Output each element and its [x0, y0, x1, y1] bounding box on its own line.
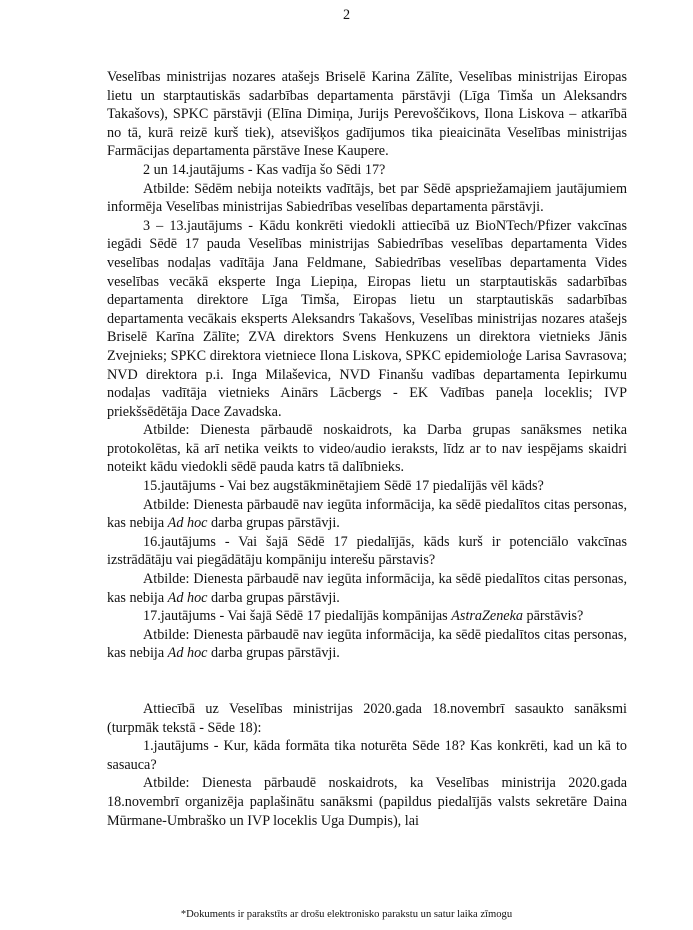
- italic-text: Ad hoc: [167, 515, 208, 532]
- paragraph: [107, 161, 627, 180]
- paragraph: [107, 68, 627, 161]
- paragraph: [107, 737, 627, 774]
- paragraph: [107, 626, 627, 663]
- paragraph-text: Atbilde: Dienesta pārbaudē noskaidrots, ka Darba grupas sanāksmes netika protokolētas, kā arī netika veikts to video/audio ieraksts, līdz ar to nav iespējams skaidri noteikt kādu viedokli sēdē pauda katrs tā dalībnieks.: [107, 422, 627, 476]
- italic-text: AstraZeneka: [451, 608, 523, 625]
- paragraph-text: Atbilde: Dienesta pārbaudē nav iegūta informācija, ka sēdē piedalītos citas personas, kas nebija: [107, 496, 627, 532]
- paragraph: [107, 774, 627, 830]
- paragraph-text: 16.jautājums - Vai šajā Sēdē 17 piedalījās, kāds kurš ir potenciālo vakcīnas izstrādātāju vai piegādātāju kompāniju interešu pārstavis?: [107, 533, 627, 569]
- paragraph: [107, 533, 627, 570]
- paragraph: [107, 700, 627, 737]
- paragraph-text: Veselības ministrijas nozares atašejs Briselē Karina Zālīte, Veselības ministrijas Eiropas lietu un starptautiskās sadarbības departamenta pārstāvji (Līga Timša un Aleksandrs Takašovs), SPKC pārstāvji (Elīna Dimiņa, Jurijs Perevoščikovs, Ilona Liskova – atkarībā no tā, kurā reizē kurš tiek), atsevišķos gadījumos tika pieaicināta Veselības ministrijas Farmācijas departamenta pārstāve Inese Kaupere.: [107, 69, 627, 160]
- paragraph: [107, 496, 627, 533]
- paragraph: [107, 180, 627, 217]
- italic-text: Ad hoc: [167, 589, 208, 606]
- page-number: 2: [342, 7, 351, 23]
- paragraph-text: Attiecībā uz Veselības ministrijas 2020.gada 18.novembrī sasaukto sanāksmi (turpmāk tekstā - Sēde 18):: [107, 701, 627, 736]
- paragraph-text: Atbilde: Dienesta pārbaudē nav iegūta informācija, ka sēdē piedalītos citas personas, kas nebija: [107, 571, 627, 606]
- paragraph-text: darba grupas pārstāvji.: [207, 515, 340, 532]
- paragraph-text: darba grupas pārstāvji.: [207, 645, 340, 662]
- paragraph-text: darba grupas pārstāvji.: [207, 589, 340, 606]
- paragraph: [107, 477, 627, 496]
- paragraph-text: Atbilde: Dienesta pārbaudē noskaidrots, ka Veselības ministrija 2020.gada 18.novembrī organizēja paplašinātu sanāksmi (papildus piedalījās valsts sekretāre Daina Mūrmane-Umbraško un IVP loceklis Uga Dumpis), lai: [107, 775, 627, 829]
- paragraph-text: 2 un 14.jautājums - Kas vadīja šo Sēdi 17?: [143, 161, 386, 178]
- section-gap: [107, 663, 627, 700]
- footer-note: *Dokuments ir parakstīts ar drošu elektronisko parakstu un satur laika zīmogu: [180, 909, 513, 920]
- paragraph-text: 15.jautājums - Vai bez augstākminētajiem Sēdē 17 piedalījās vēl kāds?: [143, 478, 544, 495]
- document-body: [107, 68, 627, 830]
- paragraph: [107, 217, 627, 422]
- italic-text: Ad hoc: [167, 645, 208, 662]
- paragraph-text: 3 – 13.jautājums - Kādu konkrēti viedokli attiecībā uz BioNTech/Pfizer vakcīnas iegādi Sēdē 17 pauda Veselības ministrijas Sabiedrības veselības departamenta Vides veselības nodaļas vadītāja Jana Feldmane, Sabiedrības veselības departamenta Vides veselības vecākā eksperte Inga Liepiņa, Eiropas lietu un starptautiskās sadarbības departamenta direktore Līga Timša, Eiropas lietu un starptautiskās sadarbības departamenta vecākais eksperts Aleksandrs Takašovs, Veselības ministrijas nozares atašejs Briselē Karīna Zālīte; ZVA direktors Svens Henkuzens un direktora vietnieks Jānis Zvejnieks; SPKC direktora vietniece Ilona Liskova, SPKC epidemioloģe Larisa Savrasova; NVD direktora p.i. Inga Milaševica, NVD Finanšu vadības departamenta Iepirkumu nodaļas vadītāja vietnieks Ainārs Lācbergs - EK Vadības paneļa loceklis; IVP priekšsēdētāja Dace Zavadska.: [107, 217, 627, 420]
- paragraph-text: Atbilde: Sēdēm nebija noteikts vadītājs, bet par Sēdē apspriežamajiem jautājumiem informēja Veselības ministrijas Sabiedrības veselības departamenta pārstāvji.: [107, 180, 627, 216]
- paragraph: [107, 570, 627, 607]
- paragraph: [107, 421, 627, 477]
- paragraph-text: Atbilde: Dienesta pārbaudē nav iegūta informācija, ka sēdē piedalītos citas personas, kas nebija: [107, 626, 627, 662]
- paragraph-text: pārstāvis?: [522, 608, 584, 625]
- paragraph-text: 17.jautājums - Vai šajā Sēdē 17 piedalījās kompānijas: [143, 608, 452, 625]
- paragraph-text: 1.jautājums - Kur, kāda formāta tika noturēta Sēde 18? Kas konkrēti, kad un kā to sasauca?: [107, 738, 627, 773]
- paragraph: [107, 607, 627, 626]
